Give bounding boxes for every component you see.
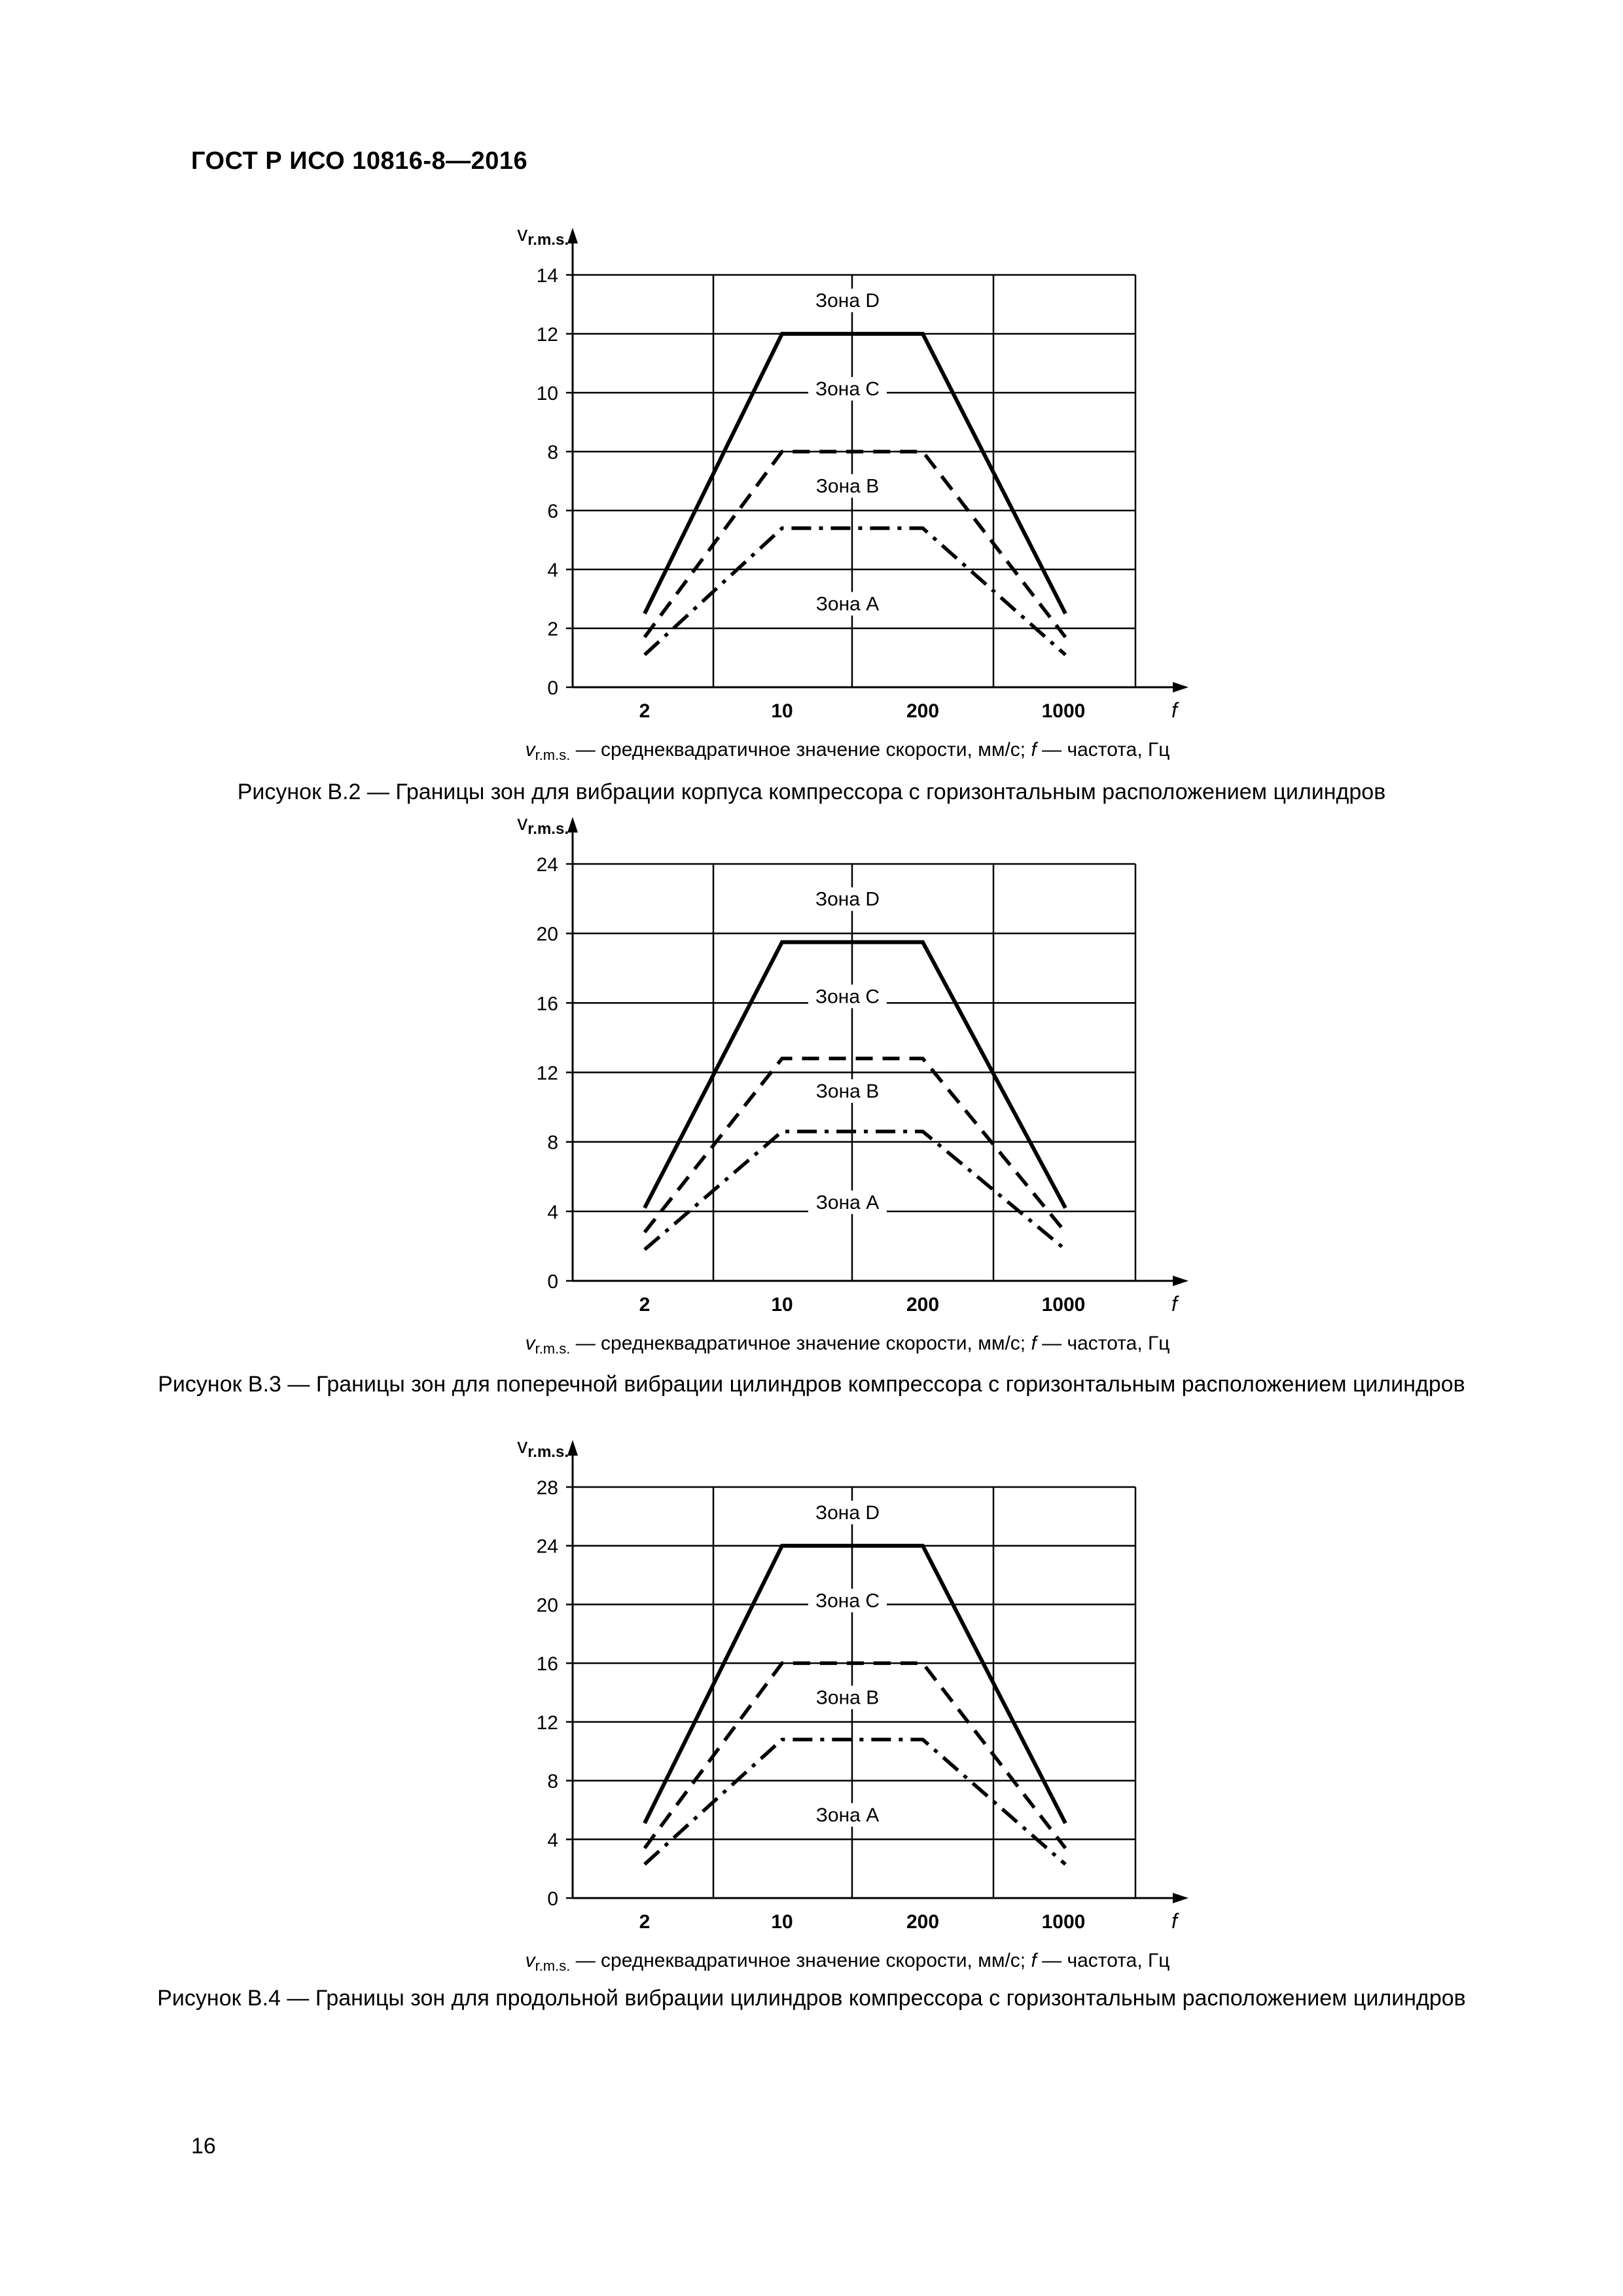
figure-b2-chart <box>458 216 1243 779</box>
y-tick-label: 6 <box>547 501 558 522</box>
x-tick-label: 2 <box>639 1294 651 1316</box>
chart-legend: $v_{r.m.s.}$ — среднеквадратичное значение скорости, мм/с; f — частота, Гц <box>525 739 1170 763</box>
y-axis-arrow <box>567 817 578 833</box>
x-axis-label: f <box>1171 1909 1177 1933</box>
zone-label: Зона C <box>815 1590 880 1612</box>
x-tick-label: 1000 <box>1041 1911 1086 1933</box>
chart-svg <box>458 216 1243 779</box>
y-tick-label: 24 <box>536 1535 558 1558</box>
y-tick-label: 8 <box>547 1770 558 1793</box>
series-line-dashdot <box>645 1740 1065 1865</box>
x-tick-label: 2 <box>639 1911 651 1933</box>
x-tick-label: 200 <box>906 1911 940 1933</box>
y-tick-label: 8 <box>547 1132 558 1154</box>
document-header: ГОСТ Р ИСО 10816-8—2016 <box>191 147 528 175</box>
y-tick-label: 16 <box>536 993 558 1015</box>
figure-b3-chart <box>458 808 1243 1371</box>
y-tick-label: 14 <box>536 265 558 287</box>
y-tick-label: 20 <box>536 1594 558 1617</box>
y-axis-arrow <box>567 1440 578 1456</box>
x-axis-arrow <box>1173 682 1188 692</box>
y-tick-label: 28 <box>536 1477 558 1499</box>
y-tick-label: 0 <box>547 1888 558 1910</box>
y-tick-label: 4 <box>547 1201 558 1223</box>
x-axis-arrow <box>1173 1893 1188 1903</box>
series-line-solid <box>645 942 1065 1208</box>
y-axis-arrow <box>567 228 578 243</box>
zone-label: Зона C <box>815 986 880 1008</box>
zone-label: Зона B <box>815 475 880 497</box>
y-tick-label: 4 <box>547 1829 558 1852</box>
x-tick-label: 200 <box>906 1294 940 1316</box>
y-tick-label: 20 <box>536 924 558 946</box>
x-tick-label: 10 <box>771 1294 793 1316</box>
zone-label: Зона A <box>815 593 880 615</box>
y-tick-label: 12 <box>536 1062 558 1085</box>
x-axis-label: f <box>1171 1292 1177 1316</box>
page-number: 16 <box>191 2134 216 2159</box>
figure-b3-caption: Рисунок B.3 — Границы зон для поперечной вибрации цилиндров компрессора с горизонтальным расположением цилиндров <box>158 1372 1465 1397</box>
figure-b4-chart <box>458 1427 1243 1990</box>
chart-legend: $v_{r.m.s.}$ — среднеквадратичное значение скорости, мм/с; f — частота, Гц <box>525 1950 1170 1974</box>
series-line-dashdot <box>645 528 1065 655</box>
y-tick-label: 8 <box>547 442 558 463</box>
x-tick-label: 10 <box>771 1911 793 1933</box>
x-tick-label: 1000 <box>1041 1294 1086 1316</box>
figure-b4-caption: Рисунок B.4 — Границы зон для продольной вибрации цилиндров компрессора с горизонтальным расположением цилиндров <box>157 1986 1466 2011</box>
chart-legend: $v_{r.m.s.}$ — среднеквадратичное значение скорости, мм/с; f — частота, Гц <box>525 1333 1170 1357</box>
y-tick-label: 12 <box>536 324 558 346</box>
y-tick-label: 0 <box>547 1271 558 1293</box>
x-tick-label: 10 <box>771 700 793 722</box>
y-axis-label: vr.m.s. <box>517 222 569 249</box>
zone-label: Зона A <box>815 1191 880 1213</box>
x-tick-label: 2 <box>639 700 651 722</box>
zone-label: Зона A <box>815 1804 880 1826</box>
zone-label: Зона B <box>815 1081 880 1103</box>
zone-label: Зона C <box>815 378 880 400</box>
y-axis-label: vr.m.s. <box>517 811 569 838</box>
y-tick-label: 24 <box>536 854 558 876</box>
zone-label: Зона D <box>815 290 880 312</box>
x-axis-arrow <box>1173 1276 1188 1286</box>
y-tick-label: 2 <box>547 619 558 640</box>
zone-label: Зона B <box>815 1687 880 1709</box>
x-axis-label: f <box>1171 698 1177 722</box>
x-tick-label: 200 <box>906 700 940 722</box>
series-line-solid <box>645 334 1065 614</box>
zone-label: Зона D <box>815 888 880 910</box>
chart-svg <box>458 808 1243 1371</box>
y-tick-label: 12 <box>536 1712 558 1734</box>
series-line-solid <box>645 1546 1065 1823</box>
x-tick-label: 1000 <box>1041 700 1086 722</box>
zone-label: Зона D <box>815 1501 880 1524</box>
y-tick-label: 10 <box>536 383 558 404</box>
y-tick-label: 0 <box>547 677 558 699</box>
y-tick-label: 4 <box>547 560 558 581</box>
y-tick-label: 16 <box>536 1653 558 1676</box>
figure-b2-caption: Рисунок B.2 — Границы зон для вибрации корпуса компрессора с горизонтальным расположением цилиндров <box>237 780 1386 804</box>
y-axis-label: vr.m.s. <box>517 1434 569 1461</box>
chart-svg <box>458 1427 1243 1990</box>
